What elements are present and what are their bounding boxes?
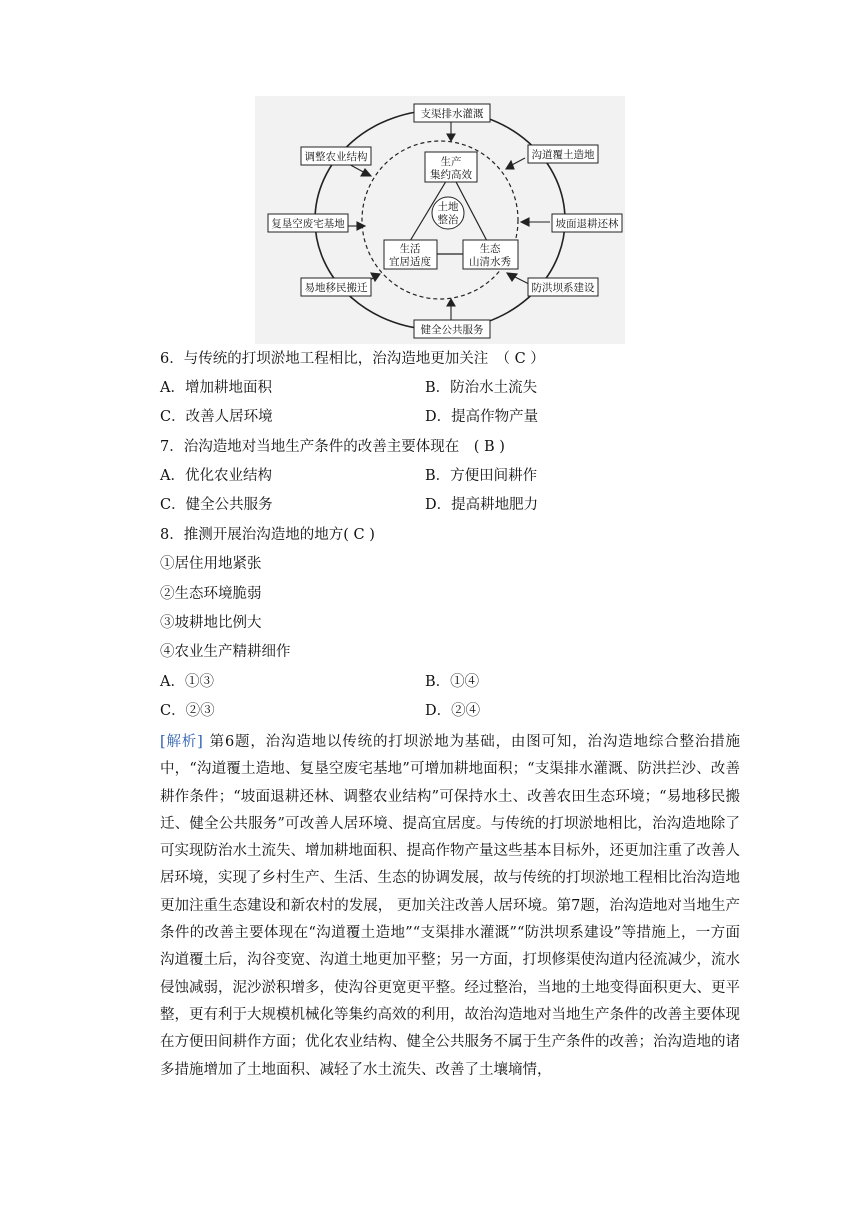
svg-text:沟道覆土造地: 沟道覆土造地: [531, 149, 595, 161]
outer-item-top: [414, 104, 490, 122]
svg-text:宜居适度: 宜居适度: [389, 256, 431, 268]
inner-center-circle: [432, 197, 464, 229]
q8-stem: 8．推测开展治沟造地的地方( C ): [160, 527, 375, 543]
inner-ecology-box: [463, 240, 518, 269]
q8-statement-1: ①居住用地紧张: [160, 556, 262, 572]
svg-text:整治: 整治: [437, 214, 459, 226]
svg-text:坡面退耕还林: 坡面退耕还林: [555, 218, 619, 230]
q6-option-a: A．增加耕地面积: [160, 380, 272, 396]
svg-text:集约高效: 集约高效: [430, 169, 472, 181]
q7-option-d: D．提高耕地肥力: [425, 497, 539, 513]
land-consolidation-diagram: [255, 96, 625, 344]
svg-text:复垦空废宅基地: 复垦空废宅基地: [271, 218, 345, 230]
q7-option-c: C．健全公共服务: [160, 497, 273, 513]
outer-item-bottom: [414, 320, 490, 338]
outer-item-left: [268, 214, 348, 232]
svg-text:山清水秀: 山清水秀: [469, 256, 511, 268]
q8-statement-3: ③坡耕地比例大: [160, 615, 262, 631]
svg-text:防洪坝系建设: 防洪坝系建设: [531, 282, 595, 294]
inner-living-box: [384, 240, 437, 269]
q8-option-a: A．①③: [160, 674, 214, 690]
svg-text:生活: 生活: [399, 243, 421, 255]
analysis-paragraph: [160, 729, 740, 1084]
analysis-text: 第6题，治沟造地以传统的打坝淤地为基础，由图可知，治沟造地综合整治措施中，“沟道覆土造地、复垦空废宅基地”可增加耕地面积；“支渠排水灌溉、防洪拦沙、改善耕作条件；“坡面退耕还林、调整农业结构”可保持水土、改善农田生态环境；“易地移民搬迁、健全公共服务”可改善人居环境、提高宜居度。与传统的打坝淤地相比，治沟造地除了可实现防治水土流失、增加耕地面积、提高作物产量这些基本目标外，还更加注重了改善人居环境，实现了乡村生产、生活、生态的协调发展，故与传统的打坝淤地工程相比治沟造地更加注重生态建设和新农村的发展， 更加关注改善人居环境。第7题，治沟造地对当地生产条件的改善主要体现在“沟道覆土造地”“支渠排水灌溉”“防洪坝系建设”等措施上，一方面沟道覆土后，沟谷变宽、沟道土地更加平整；另一方面，打坝修渠使沟道内径流减少，流水侵蚀减弱，泥沙淤积增多，使沟谷更宽更平整。经过整治，当地的土地变得面积更大、更平整，更有利于大规模机械化等集约高效的利用，故治沟造地对当地生产条件的改善主要体现在方便田间耕作方面；优化农业结构、健全公共服务不属于生产条件的改善；治沟造地的诸多措施增加了土地面积、减轻了水土流失、改善了土壤墒情，: [160, 734, 740, 1078]
q8-option-c: C．②③: [160, 703, 215, 719]
inner-production-box: [425, 152, 477, 182]
outer-item-upper-right: [528, 145, 598, 163]
svg-text:生态: 生态: [479, 243, 501, 255]
svg-text:易地移民搬迁: 易地移民搬迁: [304, 282, 368, 294]
svg-text:土地: 土地: [437, 201, 459, 213]
svg-text:调整农业结构: 调整农业结构: [304, 151, 368, 163]
svg-text:健全公共服务: 健全公共服务: [420, 324, 484, 336]
outer-item-right: [552, 214, 622, 232]
svg-text:支渠排水灌溉: 支渠排水灌溉: [420, 108, 484, 120]
analysis-tag: [解析]: [160, 734, 203, 750]
q7-option-b: B．方便田间耕作: [425, 468, 538, 484]
q7-option-a: A．优化农业结构: [160, 468, 272, 484]
q6-option-d: D．提高作物产量: [425, 409, 539, 425]
outer-item-lower-right: [528, 278, 598, 296]
q8-statement-4: ④农业生产精耕细作: [160, 644, 291, 660]
q8-statement-2: ②生态环境脆弱: [160, 586, 262, 602]
svg-text:生产: 生产: [440, 156, 462, 168]
outer-item-lower-left: [301, 278, 371, 296]
outer-item-upper-left: [301, 147, 371, 165]
q6-stem: 6．与传统的打坝淤地工程相比，治沟造地更加关注 （ C ）: [160, 351, 545, 367]
q6-option-b: B．防治水土流失: [425, 380, 538, 396]
q8-option-b: B．①④: [425, 674, 480, 690]
q8-option-d: D．②④: [425, 703, 481, 719]
q6-option-c: C．改善人居环境: [160, 409, 273, 425]
q7-stem: 7．治沟造地对当地生产条件的改善主要体现在 ( B ): [160, 439, 505, 455]
